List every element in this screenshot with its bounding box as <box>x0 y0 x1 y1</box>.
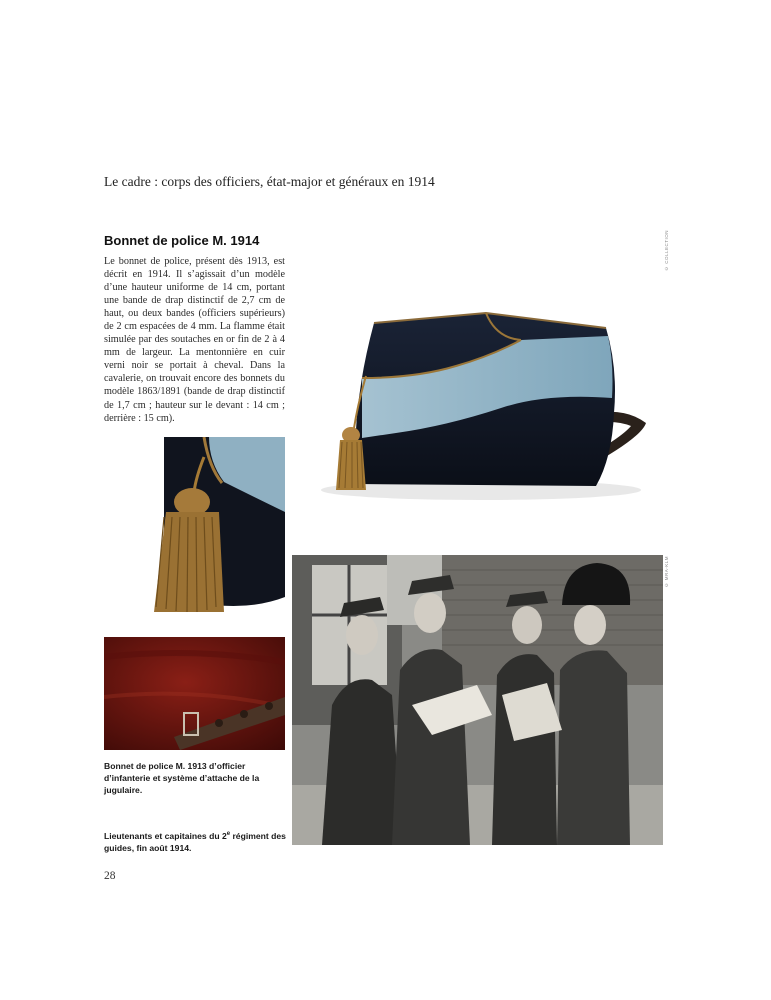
caption-superscript: e <box>226 831 231 837</box>
photo-credit-2: © MRA-KLM <box>664 556 669 588</box>
main-bonnet-photo <box>296 228 660 528</box>
running-header: Le cadre : corps des officiers, état-major et généraux en 1914 <box>104 174 435 189</box>
officers-group-photo <box>292 555 663 845</box>
caption-group-photo-post: régiment des guides, fin août 1914. <box>104 830 286 853</box>
caption-group-photo <box>104 828 289 854</box>
section-body: Le bonnet de police, présent dès 1913, est décrit en 1914. Il s’agissait d’un modèle d’une hauteur uniforme de 14 cm, portant une bande de drap distinctif de 2,7 cm de haut, ou deux bandes (officiers supérieurs) de 2 cm espacées de 4 mm. La flamme était simulée par des soutaches en or fin de 2 à 4 mm de largeur. La mentonnière en cuir verni noir se portait à cheval. Dans la cavalerie, on trouvait encore des bonnets du modèle 1863/1891 (bande de drap distinctif de 1,7 cm ; hauteur sur le devant : 14 cm ; derrière : 15 cm). <box>104 256 285 424</box>
tassel-detail-photo <box>104 437 285 627</box>
photo-credit-1: © COLLECTION <box>664 230 669 272</box>
page-number: 28 <box>104 870 116 882</box>
section-title: Bonnet de police M. 1914 <box>104 233 260 248</box>
caption-group-photo-pre: Lieutenants et capitaines du 2 <box>104 830 227 841</box>
caption-bonnet: Bonnet de police M. 1913 d’officier d’infanterie et système d’attache de la jugulaire. <box>104 761 260 795</box>
leather-strap-detail-photo <box>104 637 285 750</box>
